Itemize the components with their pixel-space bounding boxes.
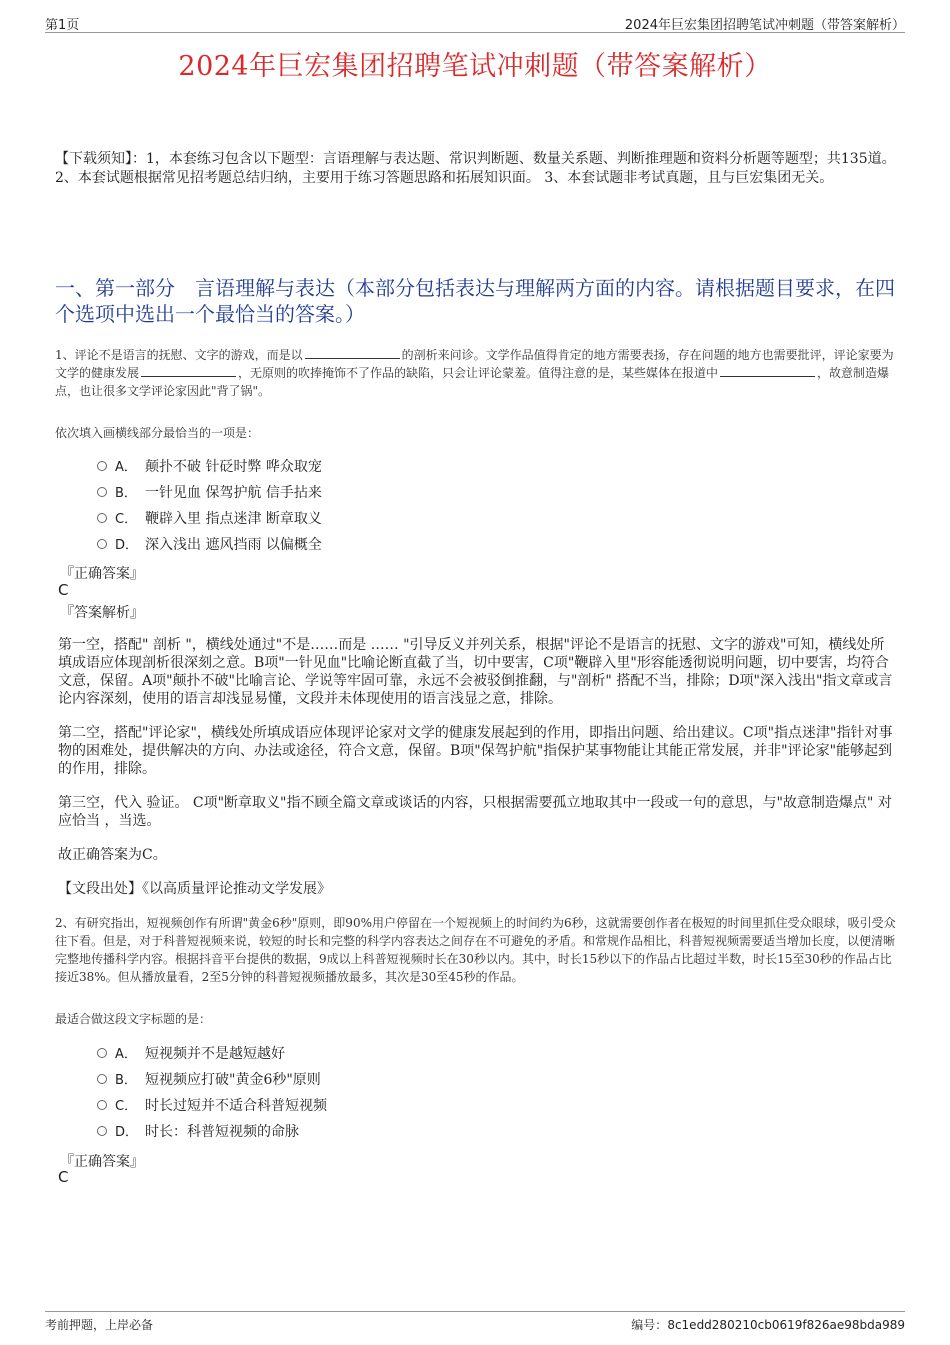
footer-code-label: 编号：: [631, 1318, 668, 1332]
question-1-part4: ，故意制造爆点，也让很多文学评论家因此"背了锅"。: [55, 366, 890, 398]
option-d[interactable]: D． 深入浅出 遮风挡雨 以偏概全: [97, 534, 322, 560]
option-c[interactable]: C． 时长过短并不适合科普短视频: [97, 1095, 327, 1121]
question-2-options: [97, 1043, 327, 1147]
radio-icon[interactable]: [97, 1126, 107, 1136]
analysis-paragraph-3: 第三空，代入 验证。 C项"断章取义"指不顾全篇文章或谈话的内容，只根据需要孤立地取其中一段或一句的意思，与"故意制造爆点" 对应恰当 ，当选。: [58, 795, 892, 829]
radio-icon[interactable]: [97, 1074, 107, 1084]
correct-answer-label: 『正确答案』: [60, 1154, 144, 1170]
question-1-prompt: 依次填入画横线部分最恰当的一项是：: [55, 426, 260, 440]
radio-icon[interactable]: [97, 1048, 107, 1058]
correct-answer-label: 『正确答案』: [60, 566, 144, 582]
radio-icon[interactable]: [97, 513, 107, 523]
page-header: [45, 14, 905, 33]
fill-blank-2: [141, 364, 236, 377]
correct-answer: C: [58, 1168, 69, 1186]
radio-icon[interactable]: [97, 539, 107, 549]
correct-answer: C: [58, 581, 69, 599]
radio-icon[interactable]: [97, 461, 107, 471]
option-a[interactable]: A． 颠扑不破 针砭时弊 哗众取宠: [97, 456, 322, 482]
question-1-part3: ，无原则的吹捧掩饰不了作品的缺陷，只会让评论蒙羞。值得注意的是，某些媒体在报道中: [238, 366, 719, 380]
question-1-part2: 的剖析来问诊。文学作品值得肯定的地方需要表扬，存在问题的地方也需要批评，评论家要为文学的健康发展: [55, 348, 894, 380]
section-heading: 一、第一部分 言语理解与表达（本部分包括表达与理解两方面的内容。请根据题目要求，在四个选项中选出一个最恰当的答案。）: [55, 276, 895, 326]
source-note: 【文段出处】《以高质量评论推动文学发展》: [58, 881, 331, 897]
document-title: 2024年巨宏集团招聘笔试冲刺题（带答案解析）: [178, 51, 772, 82]
download-notice: 【下载须知】：1，本套练习包含以下题型：言语理解与表达题、常识判断题、数量关系题、判断推理题和资料分析题等题型；共135道。 2、本套试题根据常见招考题总结归纳，主要用于练习答题思路和拓展知识面。 3、本套试题非考试真题，且与巨宏集团无关。: [55, 151, 896, 186]
option-b[interactable]: B． 短视频应打破"黄金6秒"原则: [97, 1069, 327, 1095]
fill-blank-1: [305, 346, 400, 359]
option-c[interactable]: C． 鞭辟入里 指点迷津 断章取义: [97, 508, 322, 534]
footer-slogan: 考前押题，上岸必备: [45, 1318, 154, 1332]
option-a[interactable]: A． 短视频并不是越短越好: [97, 1043, 327, 1069]
question-1-part1: 1、评论不是语言的抚慰、文字的游戏，而是以: [55, 348, 303, 362]
radio-icon[interactable]: [97, 487, 107, 497]
analysis-label: 『答案解析』: [60, 605, 144, 621]
question-2-prompt: 最适合做这段文字标题的是：: [55, 1012, 212, 1026]
question-2-text: 2、有研究指出，短视频创作有所谓"黄金6秒"原则，即90%用户停留在一个短视频上的时间约为6秒，这就需要创作者在极短的时间里抓住受众眼球，吸引受众往下看。但是，对于科普短视频来说，较短的时长和完整的科学内容表达之间存在不可避免的矛盾。和常规作品相比，科普短视频需要适当增加长度，以便清晰完整地传播科学内容。根据抖音平台提供的数据，9成以上科普短视频时长在30秒以内。其中，时长15秒以下的作品占比超过半数，时长15至30秒的作品占比接近38%。但从播放量看，2至5分钟的科普短视频播放最多，其次是30至45秒的作品。: [55, 916, 896, 984]
analysis-paragraph-1: 第一空，搭配" 剖析 "，横线处通过"不是……而是 …… "引导反义并列关系，根据"评论不是语言的抚慰、文字的游戏"可知，横线处所填成语应体现剖析很深刻之意。B项"一针见血"比喻论断直截了当，切中要害，C项"鞭辟入里"形容能透彻说明问题，切中要害，均符合文意，保留。A项"颠扑不破"比喻言论、学说等牢固可靠，永远不会被驳倒推翻，与"剖析" 搭配不当，排除；D项"深入浅出"指文章或言论内容深刻，使用的语言却浅显易懂，文段并未体现使用的语言浅显之意，排除。: [58, 637, 893, 707]
option-d[interactable]: D． 时长：科普短视频的命脉: [97, 1121, 327, 1147]
footer-code-value: 8c1edd280210cb0619f826ae98bda989: [667, 1318, 905, 1332]
page-footer: [45, 1311, 905, 1332]
option-b[interactable]: B． 一针见血 保驾护航 信手拈来: [97, 482, 322, 508]
fill-blank-3: [720, 364, 815, 377]
radio-icon[interactable]: [97, 1100, 107, 1110]
analysis-paragraph-2: 第二空，搭配"评论家"，横线处所填成语应体现评论家对文学的健康发展起到的作用，即指出问题、给出建议。C项"指点迷津"指针对事物的困难处，提供解决的方向、办法或途径，符合文意，保留。B项"保驾护航"指保护某事物能让其能正常发展，并非"评论家"能够起到的作用，排除。: [58, 725, 893, 777]
header-doc-title: 2024年巨宏集团招聘笔试冲刺题（带答案解析）: [624, 18, 905, 33]
question-1-options: [97, 456, 322, 560]
footer-code: [631, 1316, 905, 1333]
analysis-conclusion: 故正确答案为C。: [58, 847, 167, 863]
question-1-text: [55, 346, 902, 400]
page-number: 第1页: [45, 18, 80, 33]
